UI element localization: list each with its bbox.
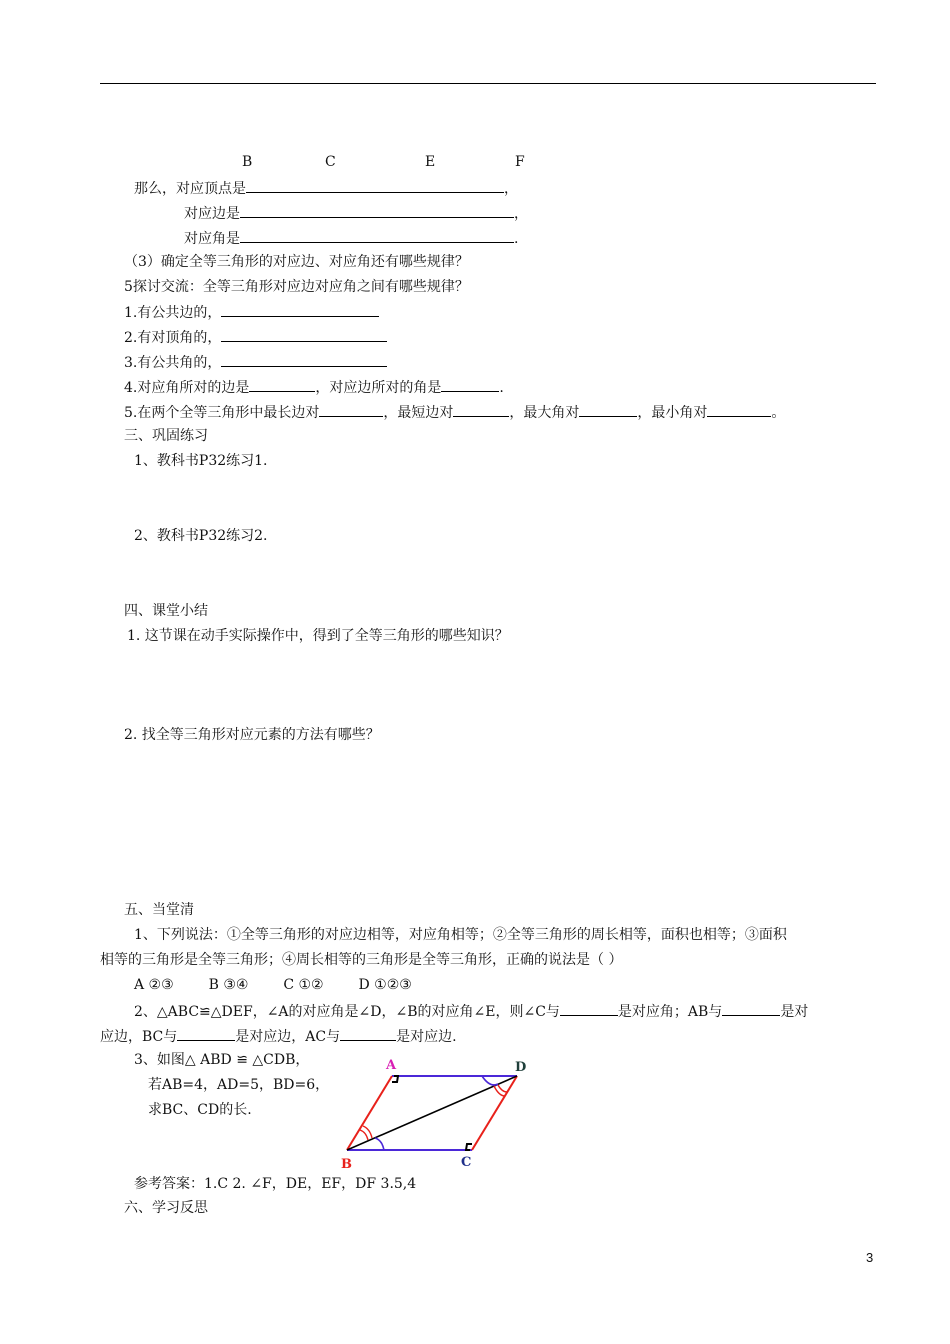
rule-4-text-a: 4.对应角所对的边是 (124, 380, 250, 396)
angle-arc-b-red-1 (360, 1130, 368, 1140)
rule-5-text-b: ，最短边对 (383, 405, 454, 421)
segment-ab (347, 1076, 392, 1150)
page-number: 3 (866, 1250, 874, 1265)
problem-2-line-1 (134, 1001, 808, 1021)
problem-1-line-1: 1、下列说法：①全等三角形的对应边相等，对应角相等；②全等三角形的周长相等，面积也相等；③面积 (134, 927, 787, 943)
parallelogram-figure (330, 1052, 540, 1177)
vertex-label-c: C (461, 1155, 472, 1170)
rule-4-blank-b[interactable] (441, 377, 499, 392)
rule-1-text: 1.有公共边的， (124, 305, 222, 321)
vertex-label-d: D (515, 1060, 527, 1075)
question-3: （3）确定全等三角形的对应边、对应角还有哪些规律？ (124, 254, 469, 270)
problem-2-text-f: 是对应边. (396, 1029, 457, 1045)
exercise-2: 2、教科书P32练习2. (134, 528, 268, 544)
rule-3-blank[interactable] (221, 352, 387, 367)
vertices-line (134, 178, 518, 198)
header-rule (100, 83, 876, 84)
fig-label-f: F (515, 154, 525, 170)
vertex-label-a: A (386, 1058, 397, 1073)
problem-2-text-d: 应边，BC与 (100, 1029, 178, 1045)
rule-5 (124, 402, 785, 422)
fig-label-b: B (242, 154, 253, 170)
problem-1-line-2: 相等的三角形是全等三角形；④周长相等的三角形是全等三角形，正确的说法是（ ） (100, 952, 623, 968)
angle-arc-d-red-1 (498, 1085, 507, 1092)
summary-2: 2. 找全等三角形对应元素的方法有哪些？ (124, 727, 380, 743)
angle-arc-d-blue (482, 1076, 498, 1085)
section-4-title: 四、课堂小结 (124, 603, 208, 619)
fig-label-c: C (325, 154, 336, 170)
section-5-title: 五、当堂清 (124, 902, 194, 918)
problem-2-text-c: 是对 (780, 1004, 809, 1020)
rule-2 (124, 327, 387, 347)
answer-key: 参考答案：1.C 2. ∠F，DE，EF，DF 3.5,4 (134, 1176, 417, 1192)
problem-3-line-3: 求BC、CD的长. (148, 1102, 252, 1118)
angles-end: . (514, 231, 519, 247)
vertex-label-b: B (341, 1157, 352, 1172)
vertices-lead: 那么，对应顶点是 (134, 181, 246, 197)
sides-line (184, 203, 528, 223)
angles-line (184, 228, 518, 248)
rule-2-text: 2.有对顶角的， (124, 330, 222, 346)
rule-1 (124, 302, 379, 322)
option-b: B ③④ (208, 977, 249, 993)
rule-5-text-e: 。 (771, 405, 786, 421)
exercise-1: 1、教科书P32练习1. (134, 453, 268, 469)
sides-lead: 对应边是 (184, 206, 240, 222)
section-3-title: 三、巩固练习 (124, 428, 208, 444)
rule-5-text-a: 5.在两个全等三角形中最长边对 (124, 405, 320, 421)
rule-4-text-c: . (499, 380, 504, 396)
problem-2-text-e: 是对应边，AC与 (235, 1029, 341, 1045)
problem-3-line-1: 3、如图△ ABD ≌ △CDB， (134, 1052, 310, 1068)
problem-2-blank-b[interactable] (722, 1001, 780, 1016)
problem-2-text-b: 是对应角；AB与 (617, 1004, 723, 1020)
problem-2-blank-d[interactable] (340, 1026, 396, 1041)
sides-blank[interactable] (240, 203, 514, 218)
rule-5-blank-b[interactable] (453, 402, 509, 417)
rule-4-text-b: ，对应边所对的角是 (315, 380, 442, 396)
fig-label-e: E (425, 154, 436, 170)
rule-4 (124, 377, 504, 397)
rule-4-blank-a[interactable] (249, 377, 315, 392)
rule-1-blank[interactable] (221, 302, 379, 317)
problem-2-blank-c[interactable] (177, 1026, 235, 1041)
sides-end: ， (514, 206, 528, 222)
problem-2-text-a: 2、△ABC≌△DEF，∠A的对应角是∠D，∠B的对应角∠E，则∠C与 (134, 1004, 560, 1020)
rule-5-text-c: ，最大角对 (509, 405, 580, 421)
problem-2-line-2 (100, 1026, 457, 1046)
angles-blank[interactable] (240, 228, 514, 243)
problem-1-options (134, 976, 412, 994)
rule-5-text-d: ，最小角对 (637, 405, 708, 421)
segment-bd (347, 1076, 517, 1150)
angles-lead: 对应角是 (184, 231, 240, 247)
problem-2-blank-a[interactable] (560, 1001, 618, 1016)
rule-3 (124, 352, 387, 372)
option-d: D ①②③ (358, 977, 412, 993)
vertices-blank[interactable] (246, 178, 504, 193)
option-c: C ①② (283, 977, 324, 993)
angle-arc-b-blue (375, 1138, 384, 1150)
rule-3-text: 3.有公共角的， (124, 355, 222, 371)
rule-2-blank[interactable] (221, 327, 387, 342)
option-a: A ②③ (134, 977, 174, 993)
vertices-end: ， (504, 181, 518, 197)
section-6-title: 六、学习反思 (124, 1200, 208, 1216)
rule-5-blank-a[interactable] (319, 402, 383, 417)
summary-1: 1. 这节课在动手实际操作中，得到了全等三角形的哪些知识？ (127, 628, 509, 644)
rule-5-blank-d[interactable] (707, 402, 771, 417)
rule-5-blank-c[interactable] (579, 402, 637, 417)
problem-3-line-2: 若AB=4，AD=5，BD=6， (148, 1077, 330, 1093)
question-5: 5探讨交流：全等三角形对应边对应角之间有哪些规律？ (124, 279, 469, 295)
